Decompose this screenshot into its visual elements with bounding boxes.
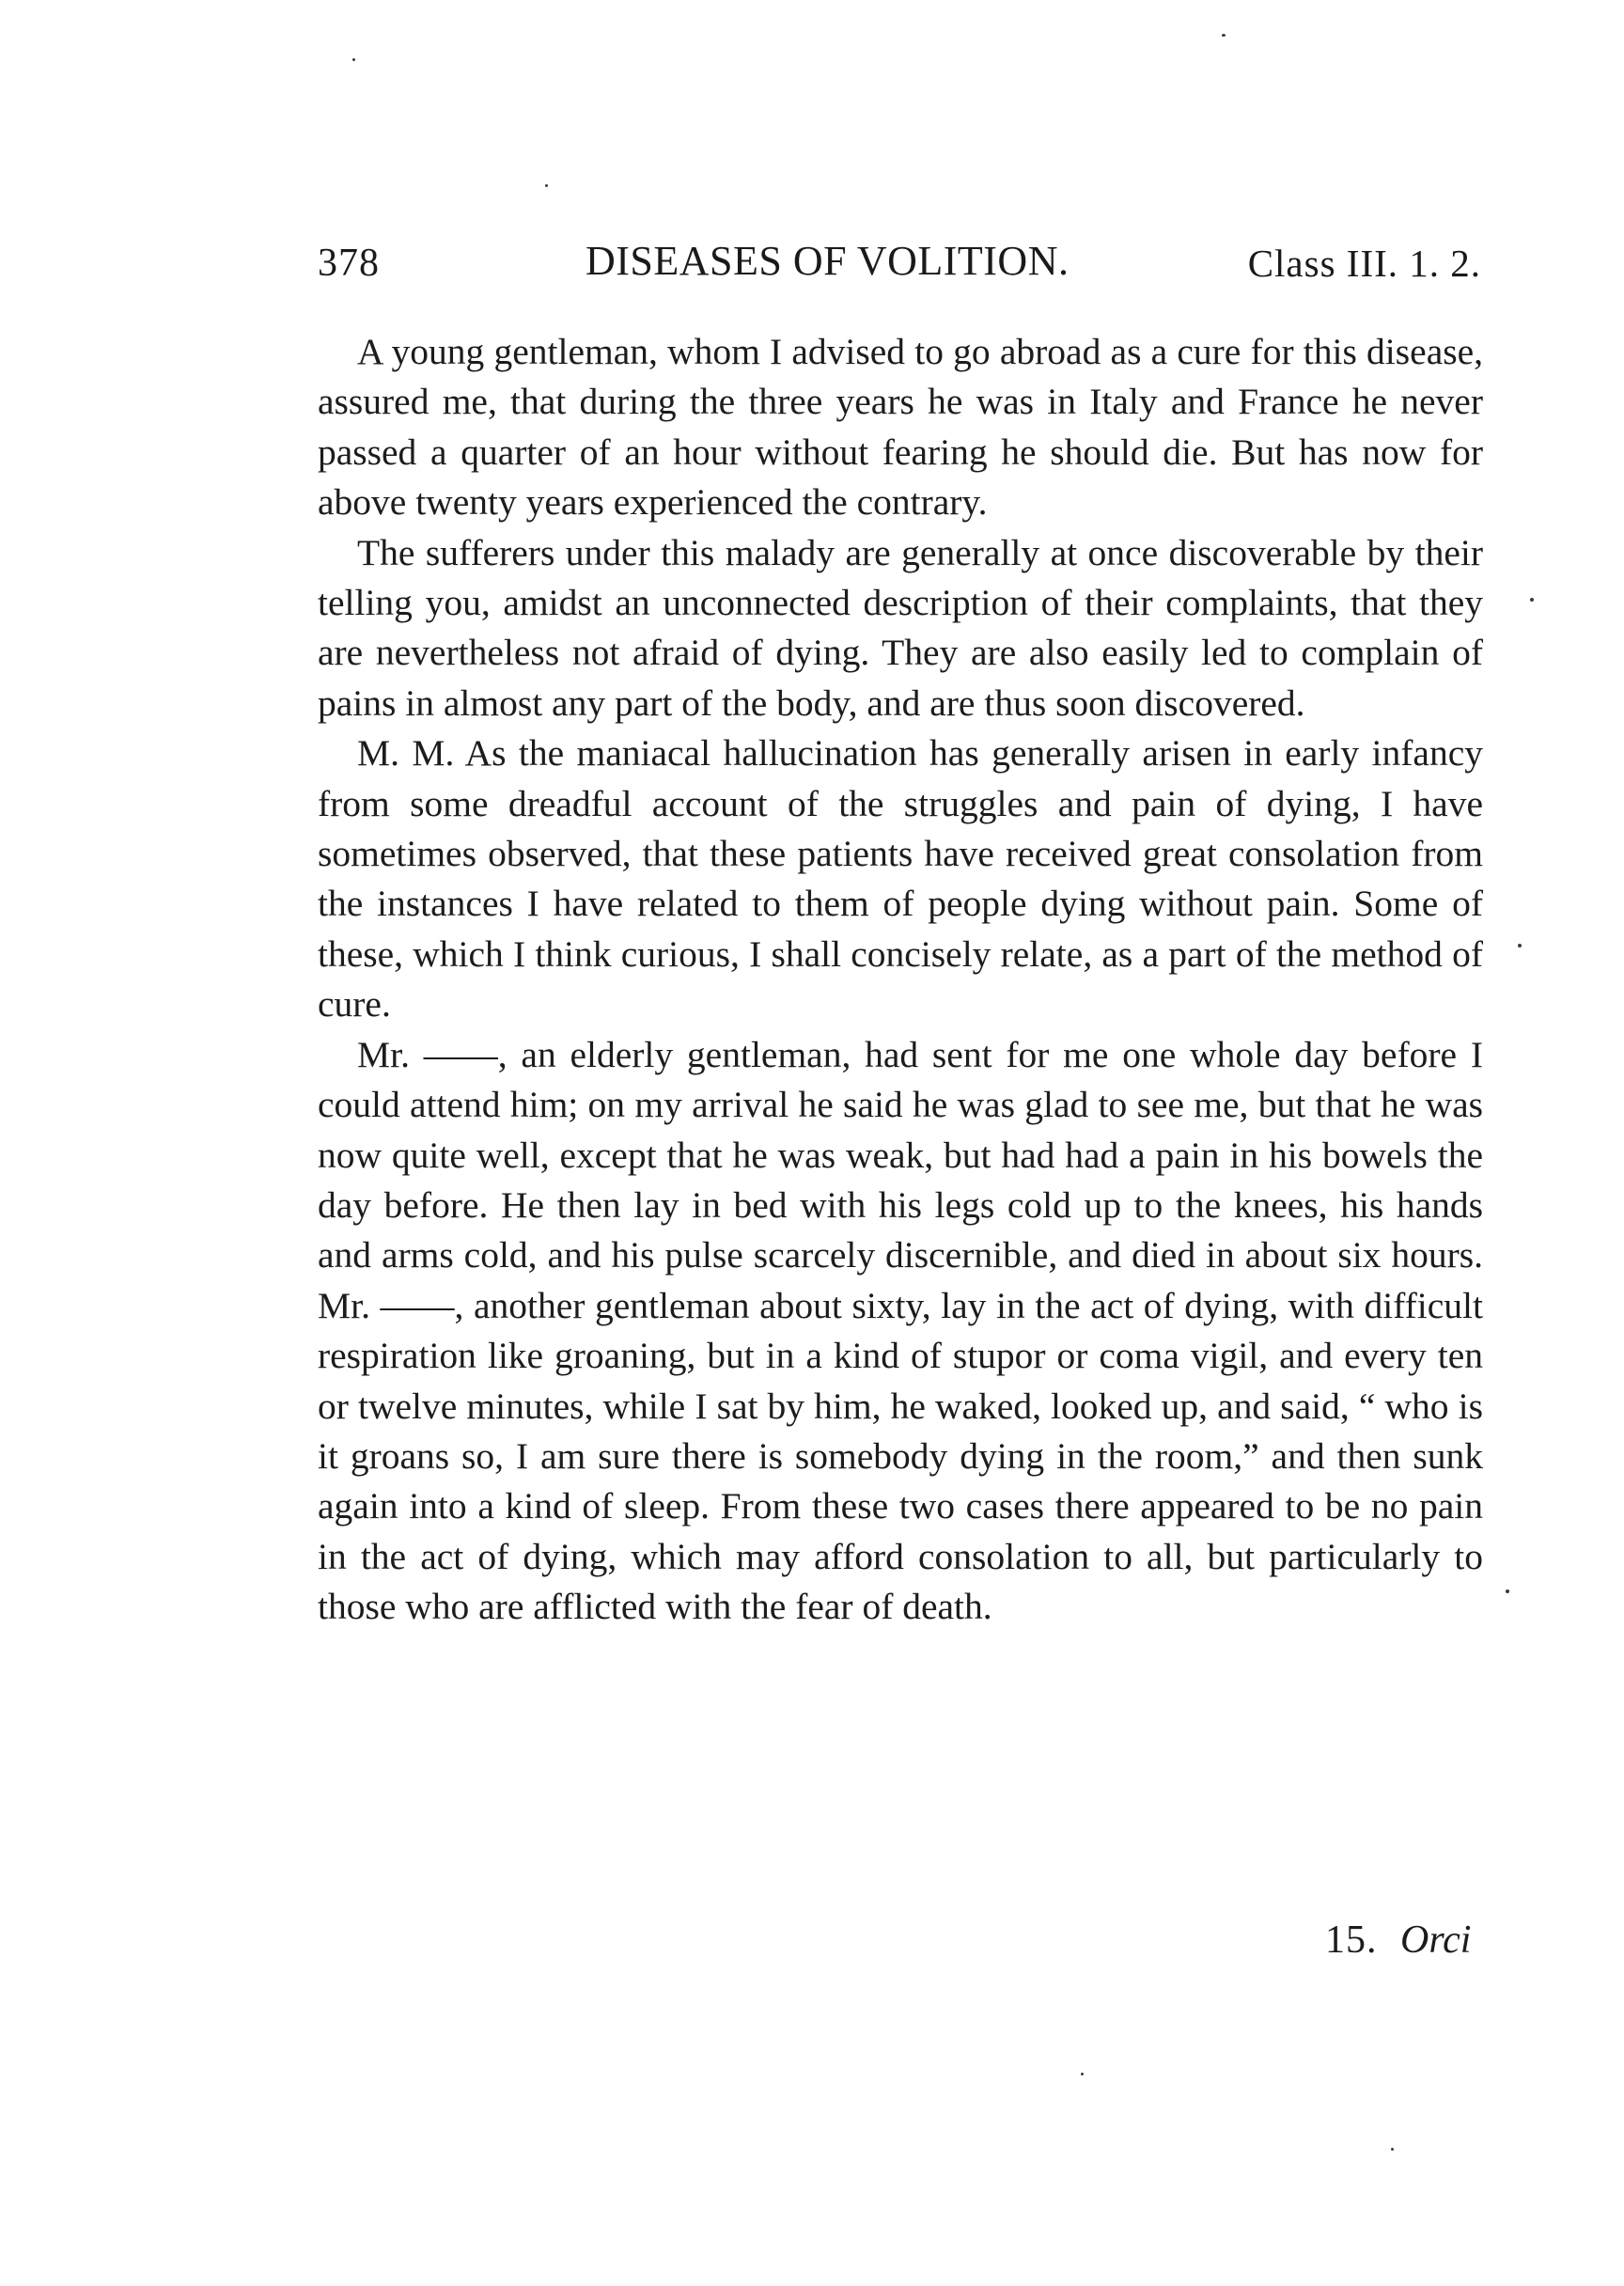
- page-number: 378: [318, 242, 380, 285]
- ink-speck: [1518, 944, 1522, 947]
- catchword: [1325, 1918, 1471, 1963]
- ink-speck: [1391, 2148, 1394, 2151]
- paragraph-case-histories: Mr. ——, an elderly gentleman, had sent for me one whole day before I could attend him; on my arrival he said he was glad to see me, but that he was now quite well, except that he was weak, but had had a pain in his bowels the day before. He then lay in bed with his legs cold up to the knees, his hands and arms cold, and his pulse scarcely discernible, and died in about six hours. Mr. ——, another gentleman about sixty, lay in the act of dying, with difficult respiration like groaning, but in a kind of stupor or coma vigil, and every ten or twelve minutes, while I sat by him, he waked, looked up, and said, “ who is it groans so, I am sure there is somebody dying in the room,” and then sunk again into a kind of sleep. From these two cases there appeared to be no pain in the act of dying, which may afford consolation to all, but particularly to those who are afflicted with the fear of death.: [318, 1033, 1483, 1628]
- chapter-title: DISEASES OF VOLITION.: [586, 238, 1070, 284]
- ink-speck: [352, 58, 355, 61]
- ink-speck: [1222, 34, 1226, 37]
- catchword-text: Orci: [1400, 1918, 1472, 1962]
- ink-speck: [1530, 598, 1534, 602]
- ink-speck: [1081, 2073, 1084, 2075]
- running-header: [318, 229, 1492, 305]
- ink-speck: [545, 184, 548, 187]
- catchword-number: 15.: [1325, 1918, 1378, 1962]
- ink-speck: [1506, 1589, 1509, 1593]
- paragraph-young-gentleman: A young gentleman, whom I advised to go abroad as a cure for this disease, assured me, that during the three years he was in Italy and France he never passed a quarter of an hour without fearing he should die. But has now for above twenty years experienced the contrary.: [318, 331, 1483, 524]
- class-label: Class III. 1. 2.: [1247, 242, 1481, 285]
- paragraph-method-of-cure: M. M. As the maniacal hallucination has generally arisen in early infancy from some dreadful account of the struggles and pain of dying, I have sometimes observed, that these patients have received great consolation from the instances I have related to them of people dying without pain. Some of these, which I think curious, I shall concisely relate, as a part of the method of cure.: [318, 732, 1483, 1026]
- body-text: [318, 327, 1483, 1633]
- paragraph-sufferers: The sufferers under this malady are generally at once discoverable by their telling you, amidst an unconnected description of their complaints, that they are nevertheless not afraid of dying. They are also easily led to complain of pains in almost any part of the body, and are thus soon discovered.: [318, 531, 1483, 724]
